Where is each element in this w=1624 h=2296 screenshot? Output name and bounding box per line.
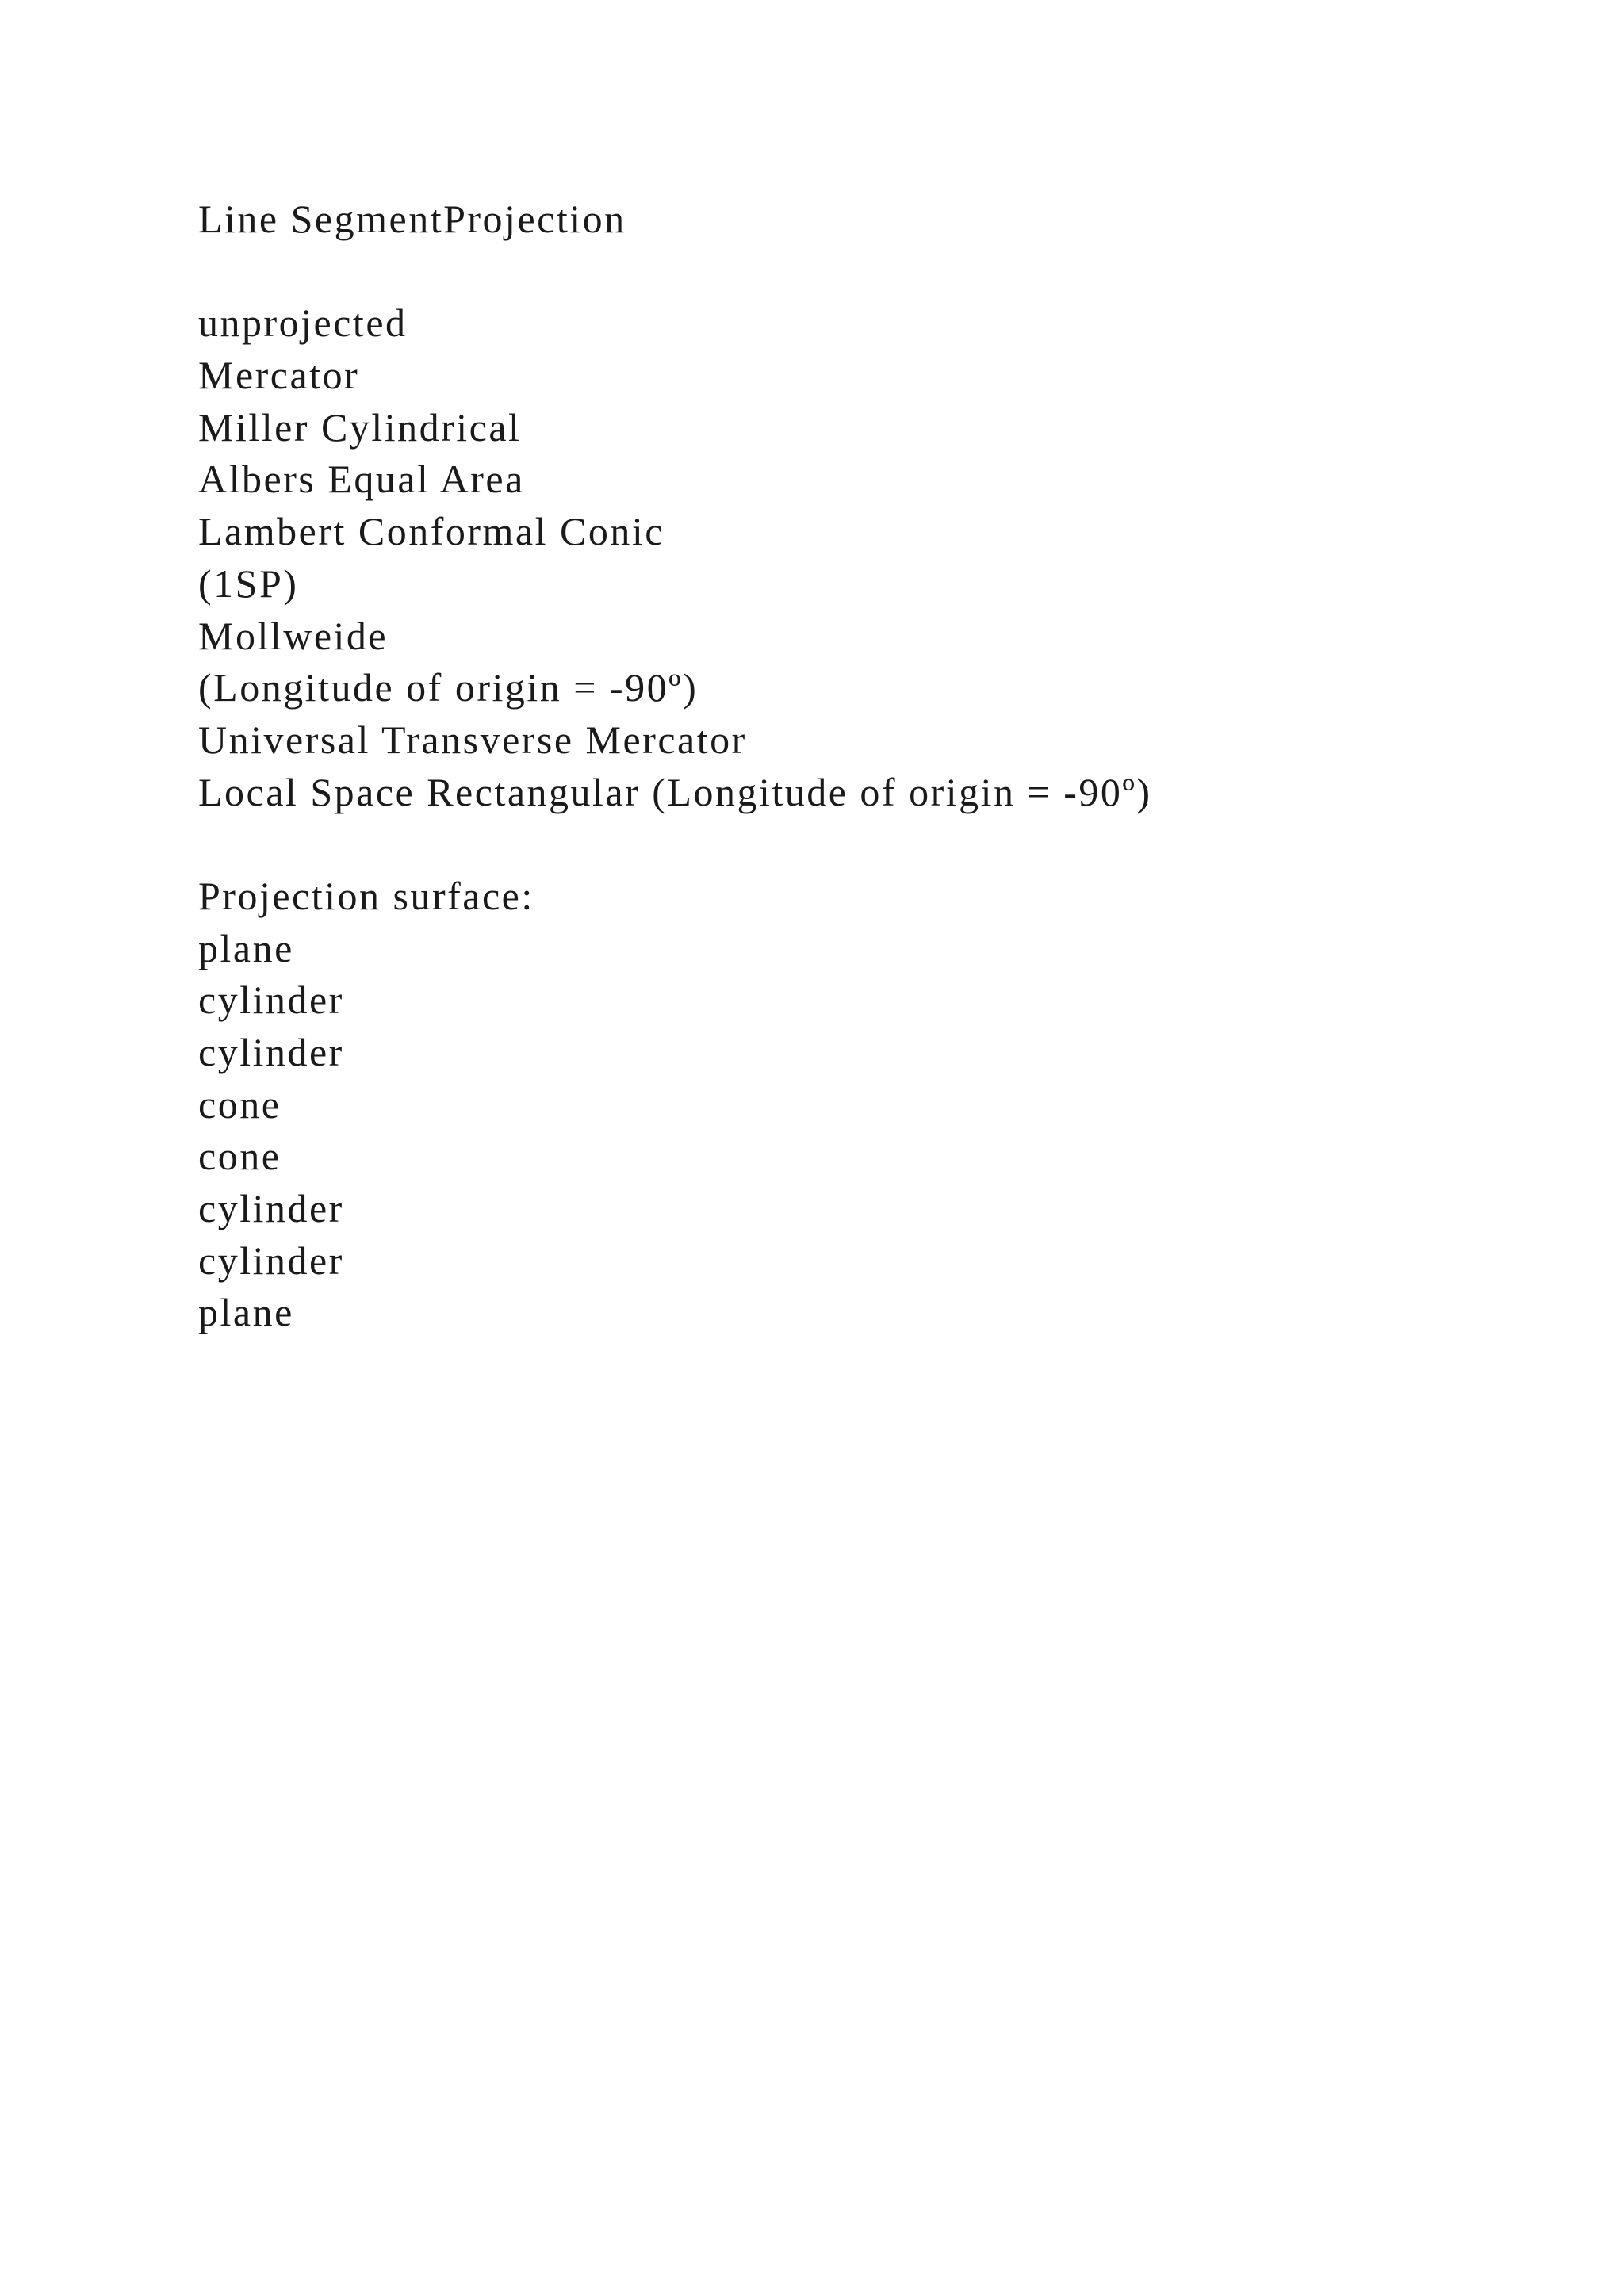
projection-item: Universal Transverse Mercator (198, 717, 747, 762)
projection-item: unprojected (198, 300, 408, 346)
surface-item: plane (198, 1290, 294, 1335)
projection-item: Albers Equal Area (198, 457, 525, 502)
surface-heading: Projection surface: (198, 873, 534, 918)
surface-item: cone (198, 1081, 282, 1127)
document-body (198, 193, 1546, 1339)
blank-line (198, 818, 1546, 871)
projection-item: Local Space Rectangular (Longitude of origin = -90º) (198, 769, 1152, 814)
surface-item: plane (198, 925, 294, 970)
projection-item: (Longitude of origin = -90º) (198, 665, 699, 710)
blank-line (198, 246, 1546, 298)
projection-item: Mollweide (198, 613, 389, 658)
surface-item: cylinder (198, 978, 344, 1023)
surface-item: cylinder (198, 1238, 344, 1283)
projection-item: Mercator (198, 353, 360, 398)
projection-list (198, 297, 1546, 818)
projection-item: Lambert Conformal Conic (198, 509, 665, 554)
surface-item: cone (198, 1134, 282, 1179)
surface-item: cylinder (198, 1030, 344, 1074)
surface-list (198, 923, 1546, 1340)
surface-item: cylinder (198, 1186, 344, 1231)
projection-item: Miller Cylindrical (198, 404, 522, 450)
projection-item: (1SP) (198, 561, 299, 606)
document-title: Line SegmentProjection (198, 197, 626, 241)
